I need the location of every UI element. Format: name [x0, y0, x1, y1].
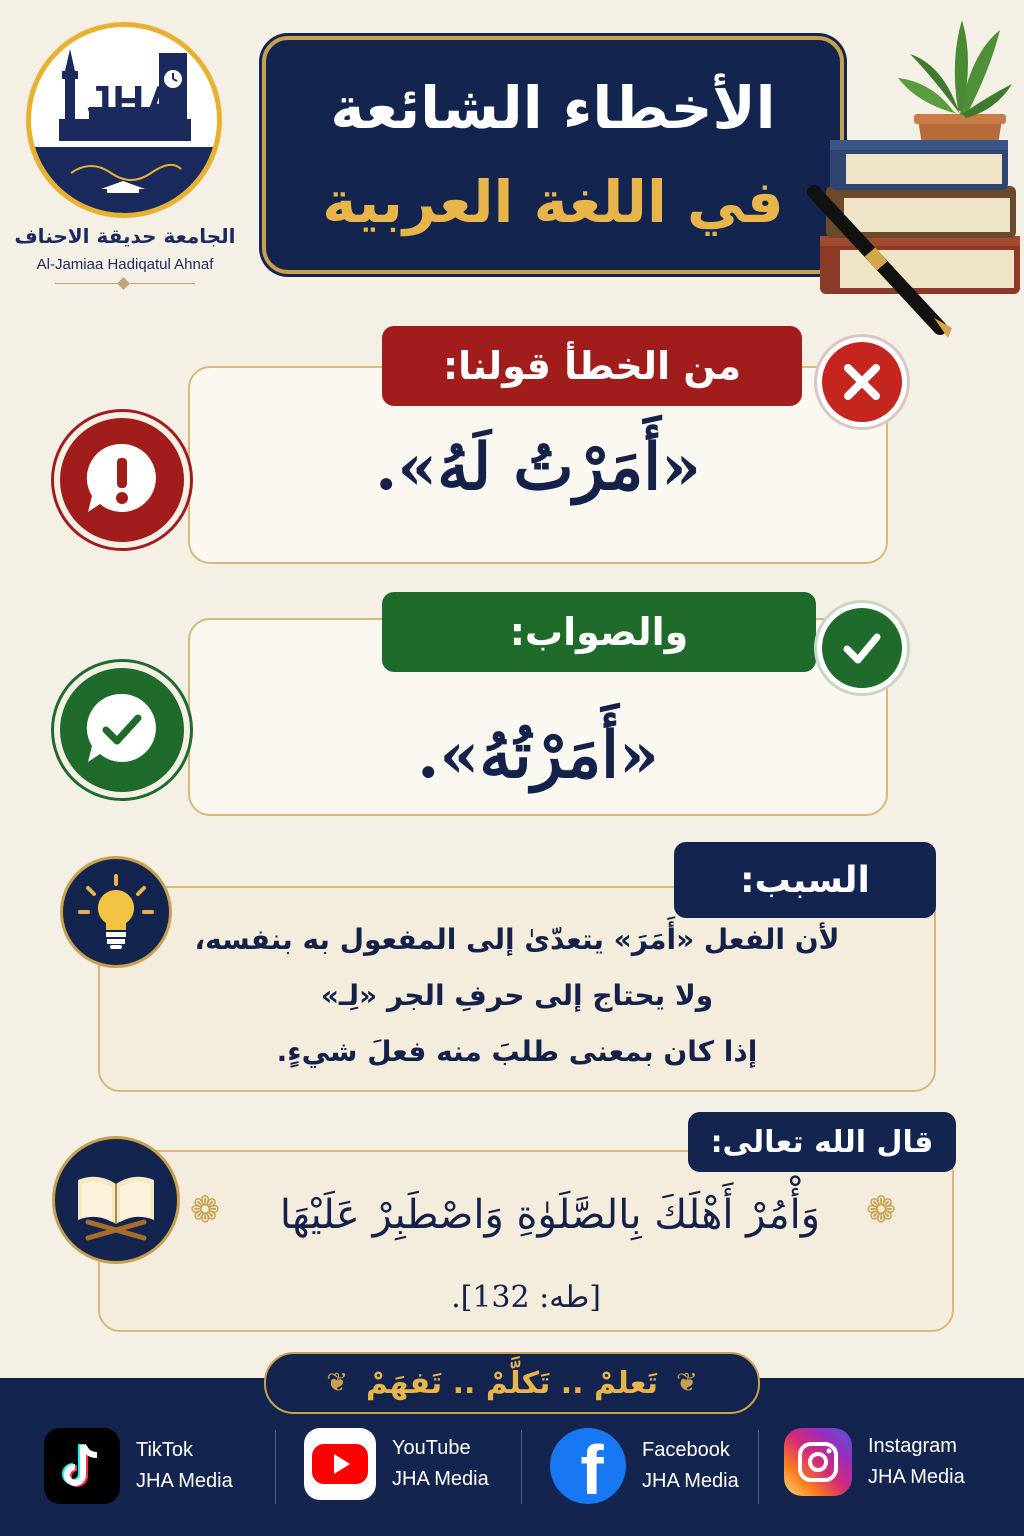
checkmark-chat-icon	[54, 662, 190, 798]
close-icon	[822, 342, 902, 422]
logo-name-english: Al-Jamiaa Hadiqatul Ahnaf	[36, 256, 214, 273]
page-title-line2: في اللغة العربية	[322, 168, 784, 236]
books-plant-illustration	[800, 10, 1020, 340]
motto-text: تَعلمْ .. تَكلَّمْ .. تَفهَمْ	[365, 1365, 658, 1401]
social-instagram[interactable]	[784, 1428, 965, 1496]
exclamation-chat-icon	[54, 412, 190, 548]
social-facebook[interactable]	[550, 1428, 739, 1504]
university-logo	[26, 22, 222, 218]
social-platform: TikTok	[136, 1439, 194, 1461]
logo-name-arabic: الجامعة حديقة الاحناف	[14, 224, 236, 248]
motto-ornament-right-icon: ❦	[676, 1368, 698, 1398]
ornament-right-icon: ❁	[866, 1190, 897, 1231]
correct-badge	[814, 600, 910, 696]
quran-verse-card	[98, 1150, 954, 1332]
quran-book-icon	[52, 1136, 180, 1264]
checkmark-icon	[822, 608, 902, 688]
social-handle: JHA Media	[392, 1468, 489, 1490]
wrong-tab-label: من الخطأ قولنا:	[382, 326, 802, 406]
quran-tab-label: قال الله تعالى:	[688, 1112, 956, 1172]
footer-divider	[758, 1430, 759, 1504]
page-title-line1: الأخطاء الشائعة	[330, 74, 776, 142]
social-youtube[interactable]	[304, 1428, 489, 1500]
social-tiktok[interactable]	[44, 1428, 233, 1504]
motto-ornament-left-icon: ❦	[326, 1368, 348, 1398]
wrong-phrase: «أَمَرْتُ لَهُ».	[375, 430, 701, 505]
logo-mark-text: JHA	[87, 77, 179, 126]
ornament-left-icon: ❁	[190, 1190, 221, 1231]
wrong-badge	[814, 334, 910, 430]
quran-verse: وَأْمُرْ أَهْلَكَ بِالصَّلَوٰةِ وَاصْطَبِرْ عَلَيْهَا	[279, 1192, 821, 1238]
logo-divider-ornament	[117, 277, 130, 290]
social-handle: JHA Media	[136, 1470, 233, 1492]
youtube-icon	[304, 1428, 376, 1500]
tiktok-icon	[44, 1428, 120, 1504]
quran-reference: [طه: 132].	[451, 1280, 601, 1315]
facebook-icon: f	[550, 1428, 626, 1504]
social-handle: JHA Media	[868, 1466, 965, 1488]
reason-line-3: إذا كان بمعنى طلبَ منه فعلَ شيءٍ.	[276, 1035, 758, 1068]
social-platform: YouTube	[392, 1437, 471, 1459]
correct-tab-label: والصواب:	[382, 592, 816, 672]
footer-divider	[521, 1430, 522, 1504]
footer-divider	[275, 1430, 276, 1504]
social-platform: Instagram	[868, 1435, 957, 1457]
title-panel	[262, 36, 844, 274]
motto-banner	[264, 1352, 760, 1414]
correct-phrase: «أَمَرْتُهُ».	[417, 718, 659, 793]
reason-line-2: ولا يحتاج إلى حرفِ الجر «لِـ»	[320, 979, 714, 1012]
social-handle: JHA Media	[642, 1470, 739, 1492]
lightbulb-icon	[60, 856, 172, 968]
reason-tab-label: السبب:	[674, 842, 936, 918]
instagram-icon	[784, 1428, 852, 1496]
social-platform: Facebook	[642, 1439, 730, 1461]
reason-line-1: لأن الفعل «أَمَرَ» يتعدّىٰ إلى المفعول به بنفسه،	[194, 923, 840, 956]
